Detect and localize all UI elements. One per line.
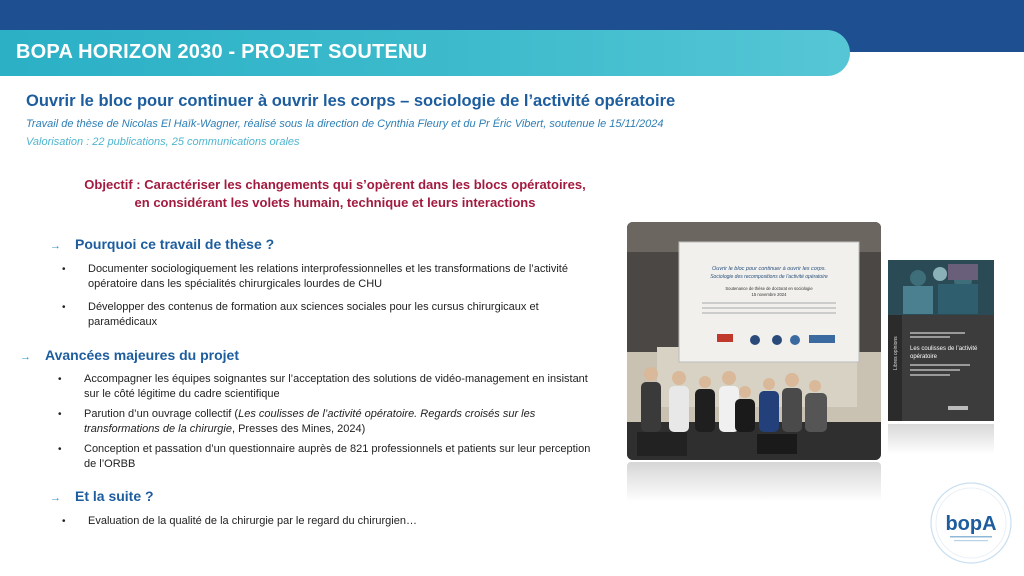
section-heading-progress: → Avancées majeures du projet <box>20 347 240 363</box>
svg-text:Sociologie des recompositions: Sociologie des recompositions de l’activité opératoire <box>710 274 828 280</box>
svg-text:15 novembre 2024: 15 novembre 2024 <box>751 292 787 297</box>
list-item: • Développer des contenus de formation aux sciences sociales pour les cursus chirurgicaux et paramédicaux <box>62 300 602 330</box>
svg-text:Ouvrir le bloc pour continuer: Ouvrir le bloc pour continuer à ouvrir les corps. <box>711 266 827 272</box>
svg-text:Soutenance de thèse de doctora: Soutenance de thèse de doctorat en sociologie <box>725 286 813 291</box>
bopa-logo-icon <box>928 480 1014 566</box>
valorisation-info: Valorisation : 22 publications, 25 communications orales <box>26 136 300 148</box>
arrow-icon: → <box>20 351 31 363</box>
section-heading-why: → Pourquoi ce travail de thèse ? <box>50 236 275 252</box>
section-heading-next: → Et la suite ? <box>50 488 154 504</box>
banner-title: BOPA HORIZON 2030 - PROJET SOUTENU <box>16 41 428 63</box>
defense-photo-drawing <box>627 222 881 460</box>
arrow-icon: → <box>50 240 61 252</box>
list-item: • Evaluation de la qualité de la chirurgie par le regard du chirurgien… <box>62 514 602 529</box>
defense-photo <box>627 222 881 460</box>
list-item: • Accompagner les équipes soignantes sur l’acceptation des solutions de vidéo-management en insistant sur le côté légitime du cadre scientifique <box>58 372 598 402</box>
objective <box>40 176 630 212</box>
objective-line-2: en considérant les volets humain, technique et leurs interactions <box>134 195 536 210</box>
bullet-list-progress <box>58 372 598 477</box>
list-item: • Documenter sociologiquement les relations interprofessionnelles et les transformations de l’activité opératoire dans les spécialités chirurgicales lourdes de CHU <box>62 262 602 292</box>
list-item: • Conception et passation d’un questionnaire auprès de 821 professionnels et patients sur leur perception de l’ORBB <box>58 442 598 472</box>
svg-text:bopA: bopA <box>945 513 997 535</box>
book-cover <box>888 260 994 421</box>
book-reflection <box>888 424 994 454</box>
book-cover-drawing <box>888 260 994 421</box>
bullet-list-next <box>62 514 602 537</box>
svg-text:opératoire: opératoire <box>910 354 938 360</box>
photo-reflection <box>627 462 881 502</box>
bullet-list-why <box>62 262 602 338</box>
thesis-info: Travail de thèse de Nicolas El Haïk-Wagner, réalisé sous la direction de Cynthia Fleury et du Pr Éric Vibert, soutenue le 15/11/2024 <box>26 118 664 130</box>
arrow-icon: → <box>50 492 61 504</box>
svg-text:Libres opinions: Libres opinions <box>893 336 899 370</box>
bopa-logo <box>928 480 1014 566</box>
list-item-book: • Parution d’un ouvrage collectif (Les coulisses de l’activité opératoire. Regards croisés sur les transformations de la chirurgie, Presses des Mines, 2024) <box>58 407 598 437</box>
objective-line-1: Objectif : Caractériser les changements qui s’opèrent dans les blocs opératoires, <box>84 177 586 192</box>
svg-text:Les coulisses de l’activité: Les coulisses de l’activité <box>910 346 978 352</box>
page-title: Ouvrir le bloc pour continuer à ouvrir les corps – sociologie de l’activité opératoire <box>26 92 676 110</box>
